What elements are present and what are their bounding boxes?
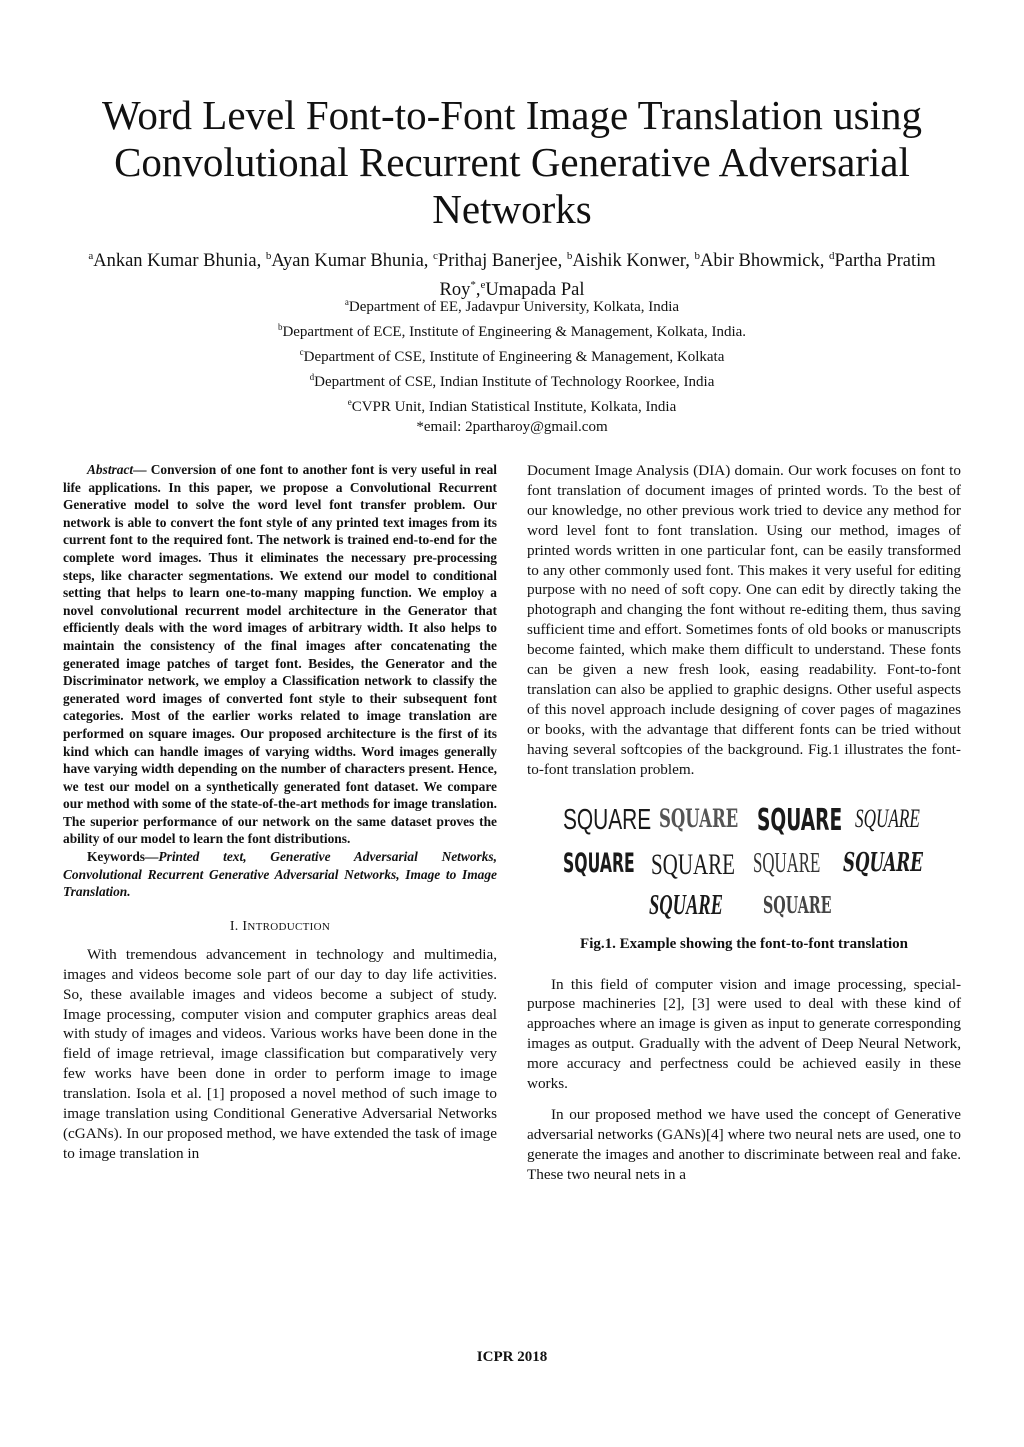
fig-word: SQUARE [649, 889, 723, 921]
author: $^d$Partha Pratim Roy* [439, 250, 936, 301]
author: ,$^e$Umapada Pal [475, 279, 585, 301]
fig-word: SQUARE [753, 847, 821, 879]
author: $^c$Prithaj Banerjee, [433, 250, 567, 272]
affiliation: $^d$Department of CSE, Indian Institute of Technology Roorkee, India [309, 372, 715, 390]
fig-word: SQUARE [659, 803, 739, 833]
keywords [63, 848, 497, 901]
right-column [527, 461, 961, 1185]
affiliation: $^a$Department of EE, Jadavpur University, Kolkata, India [344, 297, 680, 315]
body-paragraph: In this field of computer vision and image processing, special-purpose machineries [2], [3] were used to deal with these kind of approaches where an image is given as input to generate corresponding images as output. Gradually with the advent of Deep Neural Network, more accuracy and perfectness could be achieved easily in these works. [527, 975, 961, 1093]
body-paragraph: In our proposed method we have used the concept of Generative adversarial networks (GANs)[4] where two neural nets are used, one to generate the images and another to discriminate between real and fake. These two neural nets in a [527, 1105, 961, 1183]
author: $^b$Abir Bhowmick, [694, 250, 829, 272]
page-footer: ICPR 2018 [476, 1349, 548, 1365]
contact-email: *email: 2partharoy@gmail.com [416, 419, 608, 435]
body-paragraph: Document Image Analysis (DIA) domain. Our work focuses on font to font translation of document images of printed words. To the best of our knowledge, no other previous work tried to device any method for word level font to font translation. Using our method, images of printed words written in one particular font, can be easily transformed to any other commonly used font. This makes it very useful for editing purpose with no need of soft copy. One can edit by directly taking the photograph and changing the font without re-editing them, thus saving sufficient time and effort. Sometimes fonts of old books or manuscripts become fainted, which make them difficult to understand. These fonts can be given a new fresh look, easing readability. Font-to-font translation can also be applied to graphic designs. Other useful aspects of this novel approach include designing of cover pages of magazines or books, with the advantage that different fonts can be tried without having several softcopies of the background. Fig.1 illustrates the font-to-font translation problem. [527, 462, 961, 778]
author: $^b$Aishik Konwer, [566, 250, 695, 272]
intro-paragraph: With tremendous advancement in technology and multimedia, images and videos become sole part of our day to day life activities. So, these available images and videos become a subject of study. Image processing, computer vision and computer graphics areas deal with study of images and videos. Various works have been done in the field of image retrieval, image classification but comparatively very few works have been done in order to perform image to image translation. Isola et al. [1] proposed a novel method of such image to image translation using Conditional Generative Adversarial Networks (cGANs). In our proposed method, we have extended the task of image to image translation in [63, 945, 497, 1162]
affiliation: $^c$Department of CSE, Institute of Engineering & Management, Kolkata [299, 347, 725, 365]
affiliation: $^e$CVPR Unit, Indian Statistical Institute, Kolkata, India [347, 397, 677, 415]
abstract-label: Abstract [87, 462, 134, 477]
paper-title: Word Level Font-to-Font Image Translation using Convolutional Recurrent Generative Adversarial Networks [101, 92, 923, 232]
keywords-text: Printed text, Generative Adversarial Networks, Convolutional Recurrent Generative Adversarial Networks, Image to Image Translation. [63, 849, 497, 900]
figure-1 [527, 798, 961, 926]
fig-word: SQUARE [651, 847, 736, 881]
fig-word: SQUARE [757, 802, 843, 838]
author: $^a$Ankan Kumar Bhunia, [88, 250, 266, 272]
fig-word: SQUARE [563, 803, 652, 836]
fig-word: SQUARE [563, 847, 635, 879]
author: $^b$Ayan Kumar Bhunia, [265, 250, 434, 272]
fig-word: SQUARE [763, 891, 832, 919]
abstract-text: Conversion of one font to another font is very useful in real life applications. In this paper, we propose a Convolutional Recurrent Generative model to solve the word level font transfer problem. Our network is able to convert the font style of any printed text images from its current font to the required font. The network is trained end-to-end for the complete word images. Thus it eliminates the necessary pre-processing steps, like character segmentations. We extend our model to conditional setting that helps to learn one-to-many mapping function. We employ a novel convolutional recurrent model architecture in the Generator that efficiently deals with the word images of arbitrary width. It also helps to maintain the consistency of the final images after concatenating the generated image patches of target font. Besides, the Generator and the Discriminator network, we employ a Classification network to classify the generated word images of converted font style to their subsequent font categories. Most of the earlier works related to image translation are performed on square images. Our proposed architecture is the first of its kind which can handle images of varying widths. Word images generally have varying width depending on the number of characters present. Hence, we test our model on a synthetically generated font dataset. We compare our method with some of the state-of-the-art methods for image translation. The superior performance of our network on the same dataset proves the ability of our model to learn the font distributions. [63, 462, 497, 847]
fig-word: SQUARE [855, 803, 920, 833]
affiliation: $^b$Department of ECE, Institute of Engineering & Management, Kolkata, India. [277, 322, 747, 340]
figure-caption: Fig.1. Example showing the font-to-font translation [580, 935, 908, 952]
affiliations [100, 292, 924, 437]
abstract: Abstract— Conversion of one font to another font is very useful in real life applications. In this paper, we propose a Convolutional Recurrent Generative model to solve the word level font transfer problem. Our network is able to convert the font style of any printed text images from its current font to the required font. The network is trained end-to-end for the complete word images. Thus it eliminates the necessary pre-processing steps, like character segmentations. We extend our model to conditional setting that helps to learn one-to-many mapping function. We employ a novel convolutional recurrent model architecture in the Generator that efficiently deals with the word images of arbitrary width. It also helps to maintain the consistency of the final images after concatenating the generated image patches of target font. Besides, the Generator and the Discriminator network, we employ a Classification network to classify the generated word images of converted font style to their subsequent font categories. Most of the earlier works related to image translation are performed on square images. Our proposed architecture is the first of its kind which can handle images of varying widths. Word images generally have varying width depending on the number of characters present. Hence, we test our model on a synthetically generated font dataset. We compare our method with some of the state-of-the-art methods for image translation. The superior performance of our network on the same dataset proves the ability of our model to learn the font distributions. [63, 462, 497, 847]
fig-word: SQUARE [843, 847, 923, 878]
keywords-label: Keywords— [87, 849, 159, 865]
section-heading-introduction: I. INTRODUCTION [229, 918, 331, 934]
left-column [63, 461, 497, 1164]
